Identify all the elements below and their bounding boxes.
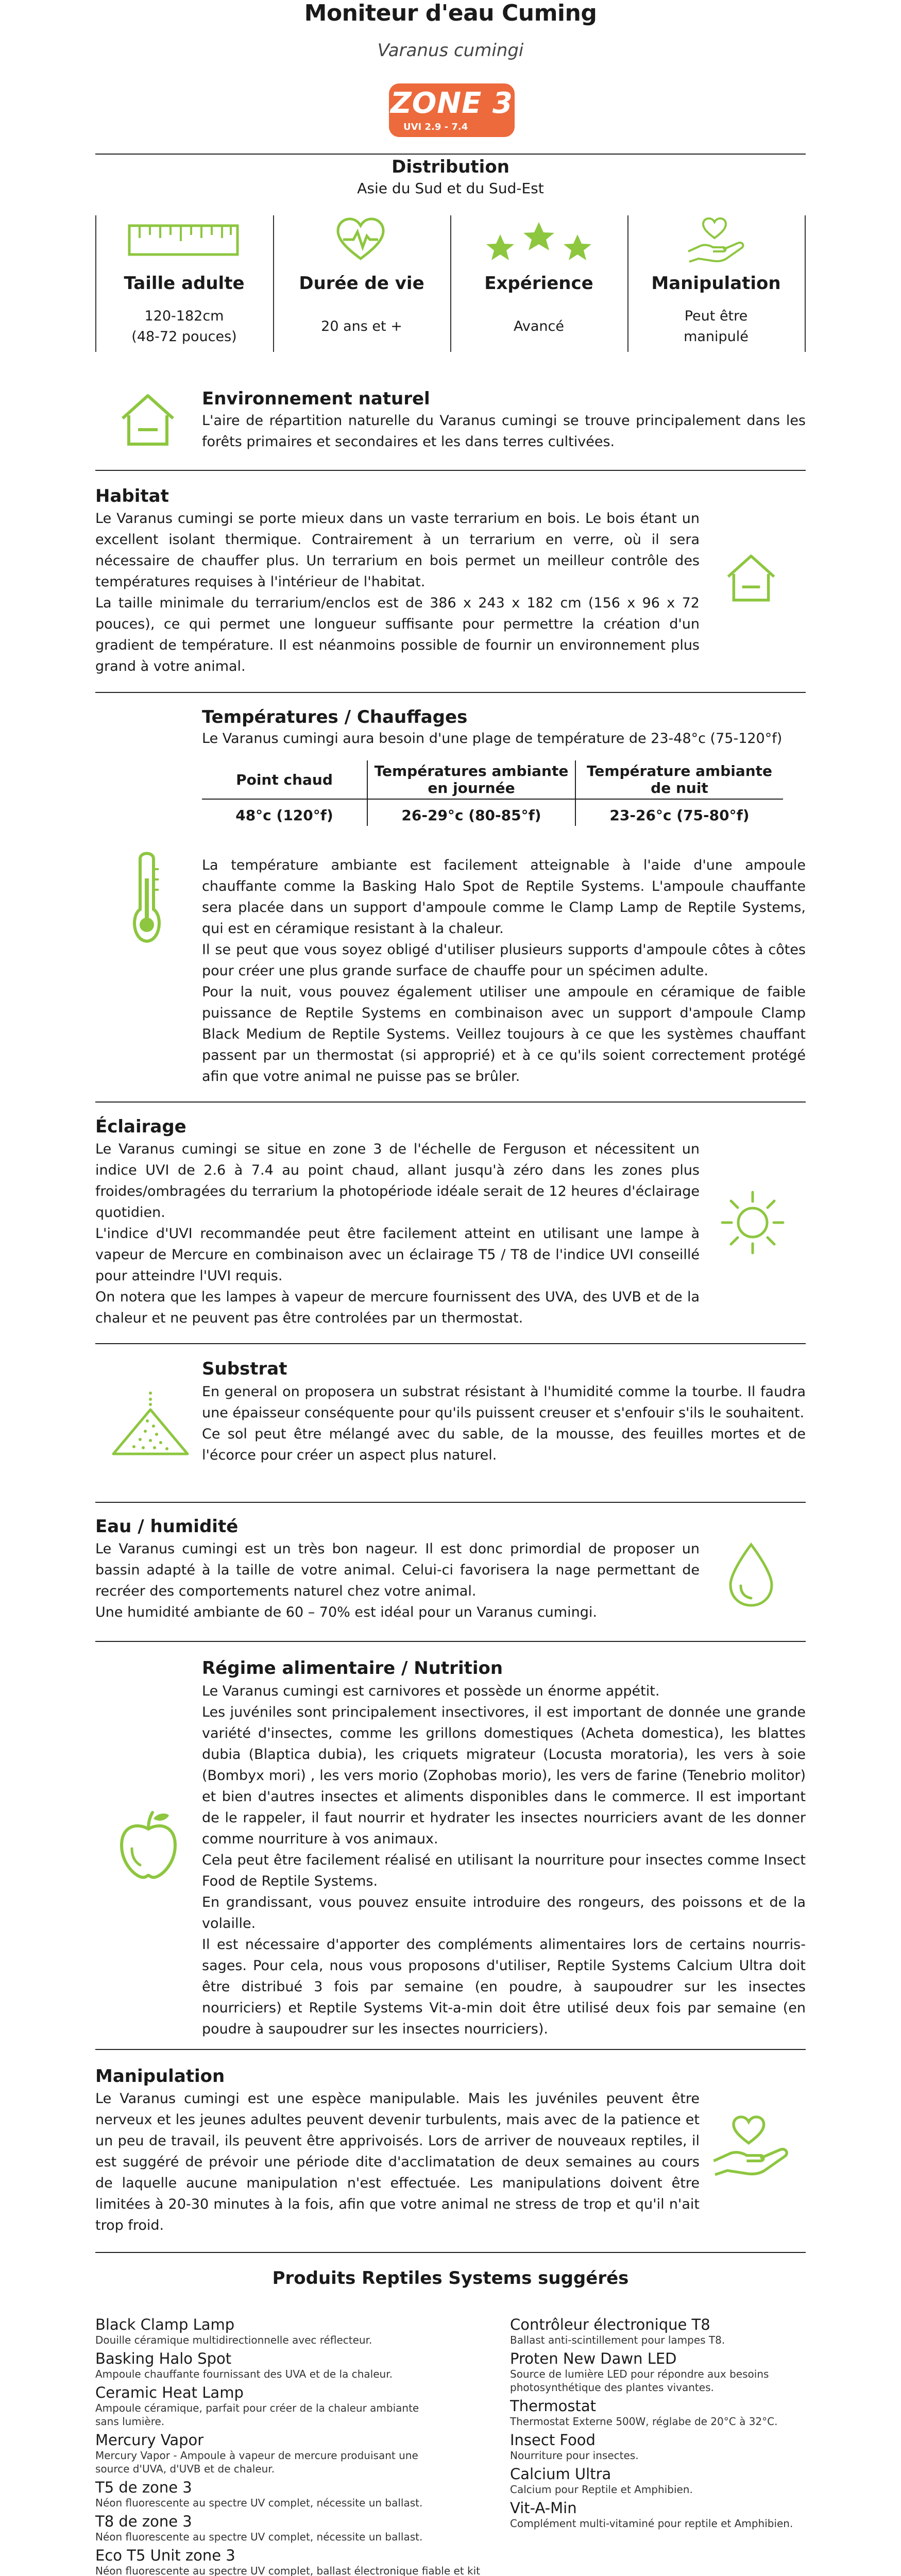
product-item [95,2384,425,2428]
product-description: Thermostat Externe 500W, réglabe de 20°C à 32°C. [510,2415,778,2428]
product-item [95,2431,425,2476]
divider [95,2252,806,2253]
handling-heading: Manipulation [95,2066,225,2087]
product-item [510,2465,809,2496]
product-description: Néon fluorescente au spectre UV complet, nécessite un ballast. [95,2531,423,2543]
house-icon [725,552,777,604]
product-description: Ballast anti-scintillement pour lampes T8. [510,2334,725,2346]
product-item [95,2350,487,2381]
sand-pile-icon [109,1390,192,1457]
handling-text: Le Varanus cumingi est une espèce manipulable. Mais les juvéniles peuvent être nerveux et les jeunes adultes peuvent devenir turbulents, mais avec de la patience et un peu de travail, ils peuvent être apprivoisés. Lors de arriver de nouveaux reptiles, il est suggéré de prévoir une période dite d'acclimatation de deux semaines au cours de laquelle aucune manipulation n'est effectuée. Les manipulations doivent être limitées à 20-30 minutes à la fois, afin que votre animal ne stress de trop et qu'il n'ait trop froid. [95,2091,700,2233]
product-name: Thermostat [510,2397,596,2415]
product-item [510,2316,809,2347]
divider [95,1641,806,1642]
product-item [95,2316,487,2347]
hand-heart-icon [686,215,748,265]
ferguson-zone-badge [389,83,515,137]
product-item [510,2431,809,2462]
product-item [510,2397,809,2428]
product-name: Basking Halo Spot [95,2350,232,2367]
product-description: Nourriture pour insectes. [510,2449,639,2462]
product-name: Proten New Dawn LED [510,2350,677,2367]
table-header: Température ambiante de nuit [575,760,783,799]
heartbeat-icon [335,216,386,263]
product-name: Vit-A-Min [510,2499,577,2517]
table-cell: 26-29°c (80-85°f) [367,799,575,826]
product-item [510,2499,809,2530]
product-item [95,2479,487,2510]
substrate-text: En general on proposera un substrat résistant à l'humidité comme la tourbe. Il faudra une épaisseur conséquente pour qu'ils puissent creuser et s'enfouir s'ils le souhaitent. Ce sol peut être mélangé avec du sable, de la mousse, des feuilles mortes et de l'écorce pour créer un aspect plus naturel. [202,1384,806,1463]
table-cell: 23-26°c (75-80°f) [575,799,783,826]
divider [95,2049,806,2050]
product-name: Black Clamp Lamp [95,2316,235,2333]
distribution-heading: Distribution [392,157,509,177]
page-title: Moniteur d'eau Cuming [304,0,597,26]
habitat-heading: Habitat [95,486,169,506]
stat-title: Expérience [484,273,593,294]
stars-icon [482,219,596,265]
products-right-column [510,2316,809,2533]
environment-text: L'aire de répartition naturelle du Varanus cumingi se trouve principalement dans les forêts primaires et secondaires et les dans terres cultivées. [202,413,806,450]
stat-title: Taille adulte [124,273,245,294]
temperatures-intro: Le Varanus cumingi aura besoin d'une plage de température de 23-48°c (75-120°f) [202,731,783,747]
ruler-icon [128,223,239,259]
zone-uvi-range: UVI 2.9 - 7.4 [403,122,468,132]
product-name: Calcium Ultra [510,2465,611,2483]
product-item [95,2513,487,2544]
product-description: Mercury Vapor - Ampoule à vapeur de mercure produisant une source d'UVA, d'UVB et de chaleur. [95,2449,418,2475]
divider [95,154,806,155]
temperatures-text: La température ambiante est facilement atteignable à l'aide d'une ampoule chauffante comme la Basking Halo Spot de Reptile Systems. L'ampoule chauffante sera placée dans un support d'ampoule comme le Clamp Lamp de Reptile Systems, qui est en céramique resistant à la chaleur. Il se peut que vous soyez obligé d'utiliser plusieurs supports d'ampoule côtes à côtes pour créer une plus grande surface de chauffe pour un spécimen adulte. Pour la nuit, vous pouvez également utiliser une ampoule en céramique de faible puissance de Reptile Systems en combinaison avec un support d'ampoule Clamp Black Medium de Reptile Systems. Veillez toujours à ce que les systèmes chauffant passent par un thermostat (si approprié) et à ce qu'ils soient correctement protégé afin que votre animal ne puisse pas se brûler. [202,857,806,1084]
product-item [95,2547,487,2576]
distribution-text: Asie du Sud et du Sud-Est [357,180,544,197]
product-description: Néon fluorescente au spectre UV complet, nécessite un ballast. [95,2497,423,2509]
table-cell: 48°c (120°f) [235,807,333,824]
product-description: Ampoule chauffante fournissant des UVA et de la chaleur. [95,2368,393,2380]
temperature-table [202,760,783,826]
product-name: Contrôleur électronique T8 [510,2316,710,2333]
water-heading: Eau / humidité [95,1516,239,1537]
products-left-column [95,2316,487,2576]
table-header: Point chaud [202,760,367,799]
stat-title: Durée de vie [299,273,424,294]
table-header: Températures ambiante en journée [367,760,575,799]
product-description: Douille céramique multidirectionnelle avec réflecteur. [95,2334,372,2346]
species-latin-name: Varanus cumingi [377,40,524,61]
lighting-heading: Éclairage [95,1116,186,1137]
product-name: T8 de zone 3 [95,2513,192,2530]
diet-heading: Régime alimentaire / Nutrition [202,1658,503,1679]
stat-value: Avancé [514,318,564,334]
product-description: Ampoule céramique, parfait pour créer de la chaleur ambiante sans lumière. [95,2402,419,2428]
water-text: Le Varanus cumingi est un très bon nageur. Il est donc primordial de proposer un bassin adapté à la taille de votre animal. Celui-ci favorisera la nage permettant de recréer des comportements naturel chez votre animal. Une humidité ambiante de 60 – 70% est idéal pour un Varanus cumingi. [95,1541,700,1620]
lighting-text: Le Varanus cumingi se situe en zone 3 de l'échelle de Ferguson et nécessitent un indice UVI de 2.6 à 7.4 au point chaud, allant jusqu'à zéro dans les zones plus froides/ombragées du terrarium la photopériode idéale serait de 12 heures d'éclairage quotidien. L'indice d'UVI recommandée peut être facilement atteint en utilisant une lampe à vapeur de Mercure en combinaison avec un éclairage T5 / T8 de l'indice UVI conseillé pour atteindre l'UVI requis. On notera que les lampes à vapeur de mercure fournissent des UVA, des UVB et de la chaleur et ne peuvent pas être controlées par un thermostat. [95,1141,700,1326]
sun-icon [719,1189,786,1256]
products-heading: Produits Reptiles Systems suggérés [272,2268,629,2289]
product-description: Néon fluorescente au spectre UV complet, ballast électronique fiable et kit [95,2565,481,2576]
product-name: Ceramic Heat Lamp [95,2384,244,2401]
product-name: T5 de zone 3 [95,2479,192,2496]
product-description: Calcium pour Reptile et Amphibien. [510,2483,693,2496]
house-icon [120,392,176,448]
habitat-text: Le Varanus cumingi se porte mieux dans un vaste terrarium en bois. Le bois étant un excellent isolant thermique. Contrairement à un terrarium en verre, où il sera nécessaire de chauffer plus. Un terrarium en bois permet un meilleur contrôle des températures requises à l'intérieur de l'habitat. La taille minimale du terrarium/enclos est de 386 x 243 x 182 cm (156 x 96 x 72 pouces), ce qui permet une longueur suffisante pour permettre la création d'un gradient de température. Il est néanmoins possible de fournir un environnement plus grand à votre animal. [95,511,700,674]
thermometer-icon [129,848,165,945]
environment-heading: Environnement naturel [202,388,430,409]
stat-value: 120-182cm (48-72 pouces) [131,308,237,345]
substrate-heading: Substrat [202,1359,287,1379]
hand-heart-icon [711,2112,793,2179]
water-drop-icon [725,1541,777,1608]
stat-value: 20 ans et + [321,318,402,334]
product-name: Eco T5 Unit zone 3 [95,2547,235,2564]
stat-separator [805,215,806,352]
divider [95,1101,806,1103]
stat-value: Peut être manipulé [684,308,749,345]
product-description: Complément multi-vitaminé pour reptile et Amphibien. [510,2517,793,2530]
product-description: Source de lumière LED pour répondre aux besoins photosynthétique des plantes vivantes. [510,2368,769,2394]
stat-title: Manipulation [651,273,781,294]
product-item [510,2350,809,2394]
divider [95,1343,806,1344]
divider [95,470,806,471]
product-name: Mercury Vapor [95,2431,204,2449]
product-name: Insect Food [510,2431,596,2449]
zone-label: ZONE 3 [390,87,513,120]
diet-text: Le Varanus cumingi est carnivores et possède un énorme appétit. Les juvéniles sont principalement insectivores, il est important de donnée une grande variété d'insectes, comme les grillons domestiques (Acheta domestica), les blattes dubia (Blaptica dubia), les criquets migrateur (Locusta moratoria), les vers à soie (Bombyx mori) , les vers morio (Zophobas morio), les vers de farine (Tenebrio molitor) et bien d'autres insectes et aliments disponibles dans le commerce. Il est important de le rappeler, il faut nourrir et hydrater les insectes nourriciers avant de les donner comme nourriture à vos animaux. Cela peut être facilement réalisé en utilisant la nourriture pour insectes comme Insect Food de Reptile Systems. En grandissant, vous pouvez ensuite introduire des rongeurs, des poissons et de la volaille. Il est nécessaire d'apporter des compléments alimentaires lors de certains nourris-sages. Pour cela, nous vous proposons d'utiliser, Reptile Systems Calcium Ultra doit être distribué 3 fois par semaine (en poudre, à saupoudrer sur les insectes nourriciers) et Reptile Systems Vit-a-min doit être utilisé deux fois par semaine (en poudre à saupoudrer sur les insectes nourriciers). [202,1683,806,2037]
divider [95,692,806,693]
divider [95,1502,806,1503]
temperatures-heading: Températures / Chauffages [202,707,468,727]
apple-icon [117,1808,179,1880]
